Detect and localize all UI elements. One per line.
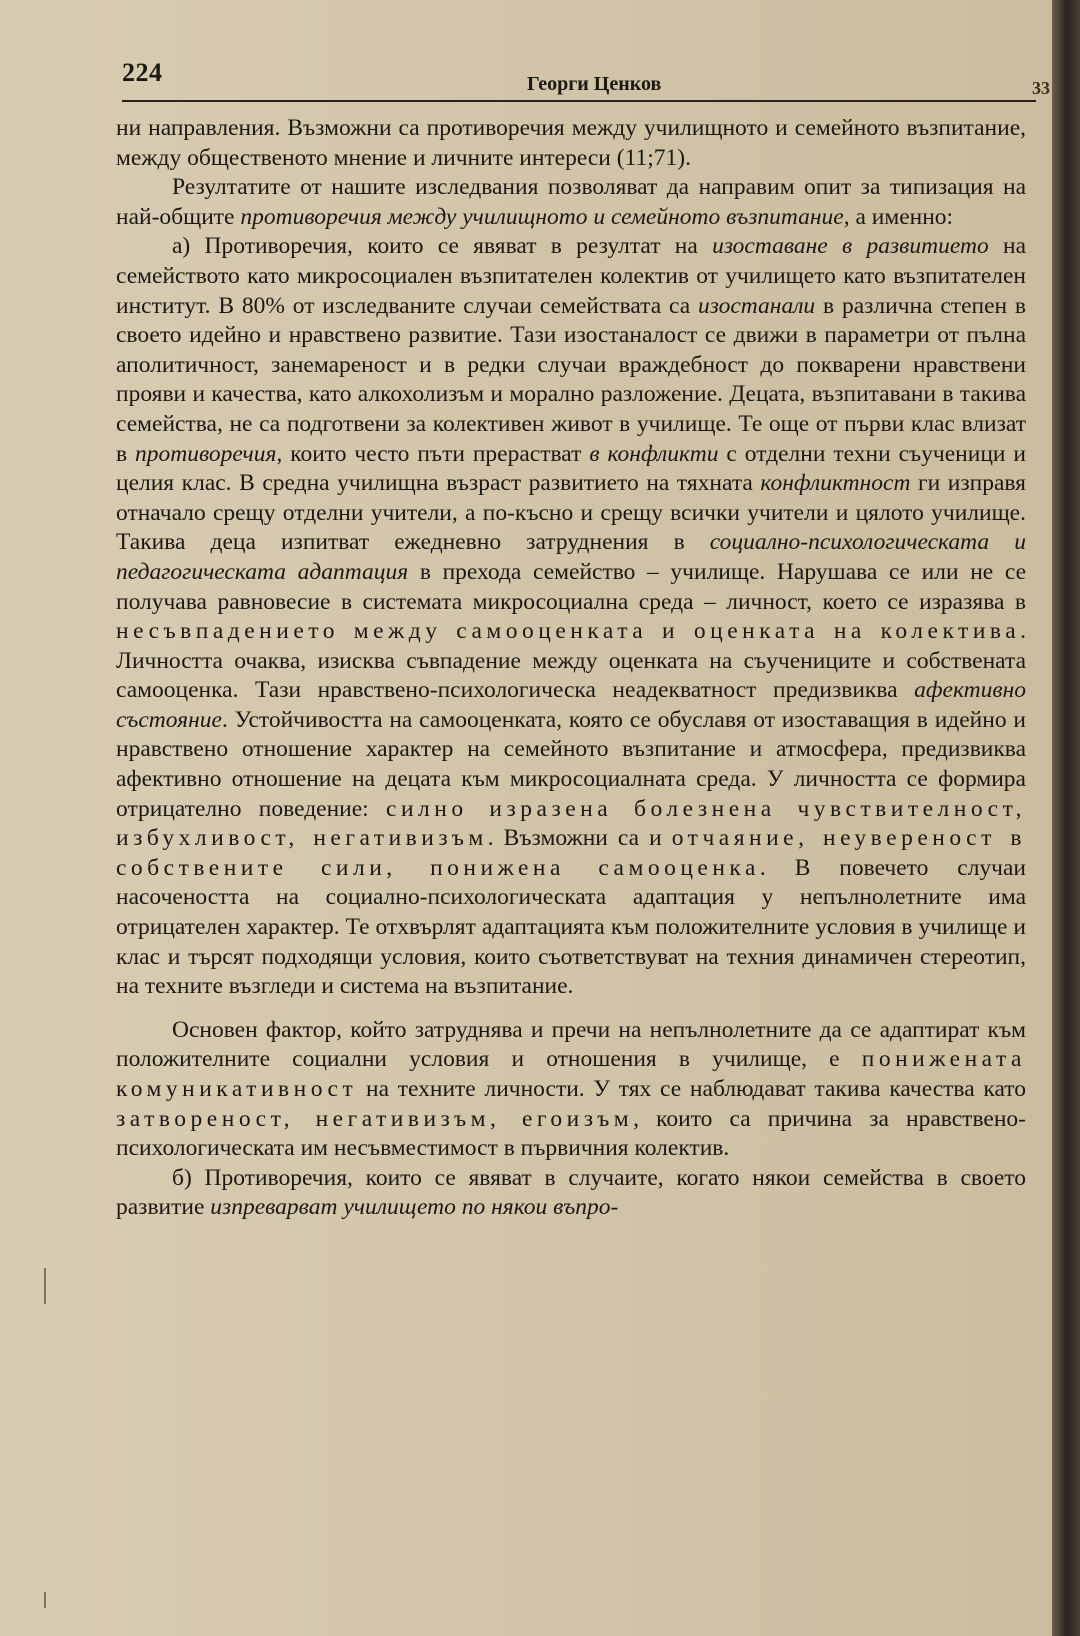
page-number: 224 xyxy=(122,58,163,87)
facing-page-number-fragment: 33 xyxy=(1032,78,1050,98)
text-run: а) Противоречия, които се явяват в резултат на xyxy=(172,233,713,260)
margin-pencil-mark xyxy=(44,1268,46,1304)
italic-run: изоставане в развитието xyxy=(712,233,989,260)
text-run: . Устойчивостта на самооценката, която се обуславя от изоставащия в идейно и нравствено отношение характер на семейното възпитание и атмосфера, предизвиква афективно отношение на децата към микросоциалната среда. У личността се формира отрицателно поведение: xyxy=(116,706,1026,822)
text-run: с отделни техни съученици и целия клас. В средна училищна възраст развитието на тяхната xyxy=(116,440,1027,497)
paragraph-typization xyxy=(116,173,1026,232)
text-run: . Възможни са и xyxy=(487,825,672,852)
paragraph-b xyxy=(116,1164,1026,1223)
spaced-run: затвореност, негативизъм, егоизъм xyxy=(116,1105,634,1132)
body-text xyxy=(116,114,1026,1223)
text-run: на семейството като микросоциален възпитателен колектив от училището като възпитателен институт. В 80% от изследваните случаи семействата са xyxy=(116,233,1026,319)
italic-run: противоречия между училищното и семейното възпитание, xyxy=(240,203,850,230)
header-rule xyxy=(122,100,1036,102)
text-run: , които са причина за нравствено-психологическата им несъвместимост в първичния колектив. xyxy=(116,1105,1026,1162)
spaced-run: отчаяние, неувереност в собствените сили, понижена самооценка xyxy=(116,825,1026,881)
paragraph-main-factor xyxy=(116,1016,1026,1164)
italic-run: социално-психологическата и педагогическата адаптация xyxy=(116,529,1027,585)
text-run: ни направления. Възможни са противоречия между училищното и семейното възпитание, между общественото мнение и личните интереси (11;71). xyxy=(116,115,1026,171)
margin-pencil-mark xyxy=(44,1592,46,1608)
text-run: Резултатите от нашите изследвания позволяват да направим опит за типизация на най-общите xyxy=(116,174,1026,230)
spaced-run: силно изразена болезнена чувствителност, избухливост, негативизъм xyxy=(116,795,1026,852)
text-run: б) Противоречия, които се явяват в случаите, когато някои семейства в своето развитие xyxy=(116,1164,1026,1221)
italic-run: конфликтност xyxy=(760,470,911,497)
text-run: на техните личности. У тях се наблюдават такива качества като xyxy=(357,1076,1026,1102)
text-run: в прехода семейство – училище. Нарушава се или не се получава равновесие в системата микросоциална среда – личност, което се изразява в xyxy=(116,558,1026,615)
text-run: . В повечето случаи насочеността на социално-психологическата адаптация у непълнолетните има отрицателен характер. Те отхвърлят адаптацията към положителните условия в училище и клас и търсят подходящи условия, които съответствуват на техния динамичен стереотип, на техните възгледи и система на възпитание. xyxy=(116,854,1027,1000)
text-run: . Личността очаква, изисква съвпадение между оценката на съучениците и собствената самооценка. Тази нравствено-психологическа неадекватност предизвиква xyxy=(116,618,1026,704)
italic-run: изпреварват училището по някои въпро- xyxy=(210,1194,619,1221)
italic-run: афективно състояние xyxy=(116,677,1026,733)
text-run: ги изправя отначало срещу отделни учители, а по-късно и срещу всички учители и цялото училище. Такива деца изпитват ежедневно затруднения в xyxy=(116,470,1026,556)
spaced-run: понижената комуникативност xyxy=(116,1046,1026,1102)
book-spine xyxy=(1052,0,1080,1636)
text-run: в различна степен в своето идейно и нравствено развитие. Тази изостаналост се движи в параметри от пълна аполитичност, занемареност и в редки случаи враждебност до покварени нравствени прояви и качества, като алкохолизъм и морално разложение. Децата, възпитавани в такива семейства, не са подготвени за колективен живот в училище. Те още от първи клас влизат в xyxy=(116,292,1027,467)
running-head-author: Георги Ценков xyxy=(527,73,662,95)
italic-run: изостанали xyxy=(697,292,816,319)
text-run: Основен фактор, който затруднява и пречи на непълнолетните да се адаптират към положителните социални условия и отношения в училище, е xyxy=(116,1016,1026,1073)
paragraph-a xyxy=(116,232,1026,1001)
italic-run: противоречия, xyxy=(135,440,283,467)
text-run: които често пъти прерастват xyxy=(282,440,590,467)
paragraph-continuation xyxy=(116,114,1026,173)
italic-run: в конфликти xyxy=(589,440,719,467)
text-run: а именно: xyxy=(849,203,954,230)
spaced-run: несъвпадението между самооценката и оценката на колектива xyxy=(116,618,1021,645)
